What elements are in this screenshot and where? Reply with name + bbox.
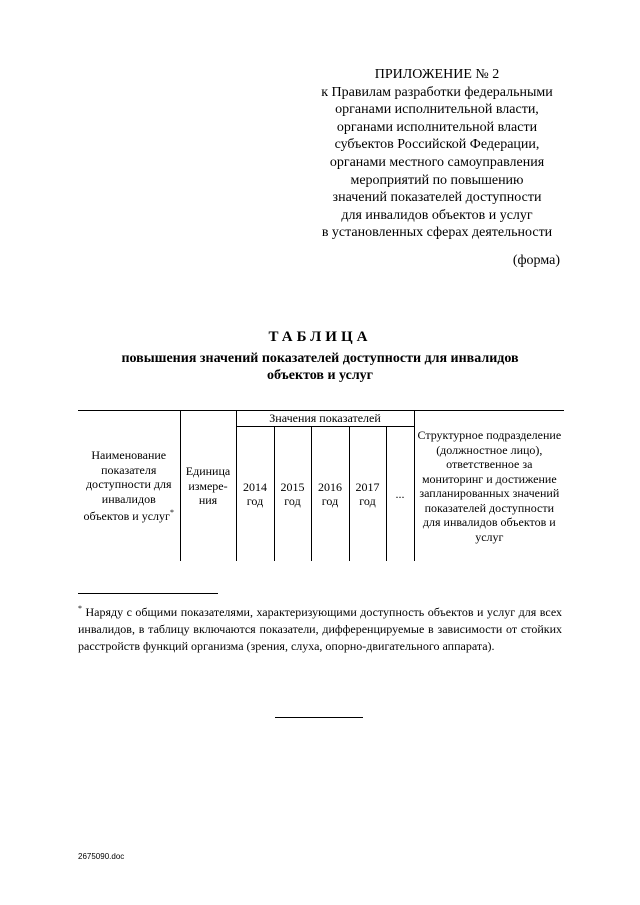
footnote-separator [78,593,218,594]
doc-filename: 2675090.doc [78,852,125,861]
footnote-text: Наряду с общими показателями, характеризующими доступность объектов и услуг для всех инвалидов, в таблицу включаются показатели, дифференцируемые в зависимости от стойких расстройств функций организма (зрения, слуха, опорно-двигательного аппарата). [78,605,562,653]
appendix-header [292,66,582,242]
col-header-responsible: Структурное подразделение (должностное лицо), ответственное за мониторинг и достижение запланированных значений показателей доступности для инвалидов объектов и услуг [414,411,564,562]
appendix-line: значений показателей доступности [332,190,542,206]
indicators-table [78,410,564,561]
appendix-line: ПРИЛОЖЕНИЕ № 2 [374,67,500,82]
col-header-unit: Единица измере-ния [180,411,236,562]
footnote [78,600,562,655]
col-header-name [78,411,180,562]
appendix-line: к Правилам разработки федеральными [321,84,553,100]
col-year-more: ... [386,427,414,562]
col-year-2017: 2017 год [349,427,386,562]
col-year-2014: 2014 год [236,427,274,562]
footnote-mark: * [78,604,82,613]
col-group-values: Значения показателей [236,411,414,427]
appendix-line: органами исполнительной власти, [335,102,539,118]
appendix-line: органами местного самоуправления [329,154,545,170]
table-title: ТАБЛИЦА [268,329,372,345]
appendix-line: в установленных сферах деятельности [321,225,553,241]
col-header-name-text: Наименование показателя доступности для инвалидов объектов и услуг [83,448,172,524]
end-separator [275,717,363,718]
col-year-2016: 2016 год [311,427,349,562]
appendix-line: субъектов Российской Федерации, [334,137,540,153]
appendix-line: органами исполнительной власти [336,119,538,135]
form-label: (форма) [512,253,560,268]
footnote-marker: * [169,508,174,518]
col-year-2015: 2015 год [274,427,311,562]
appendix-line: для инвалидов объектов и услуг [341,207,533,223]
appendix-line: мероприятий по повышению [350,172,524,188]
table-subtitle: повышения значений показателей доступности для инвалидов объектов и услуг [121,351,519,383]
